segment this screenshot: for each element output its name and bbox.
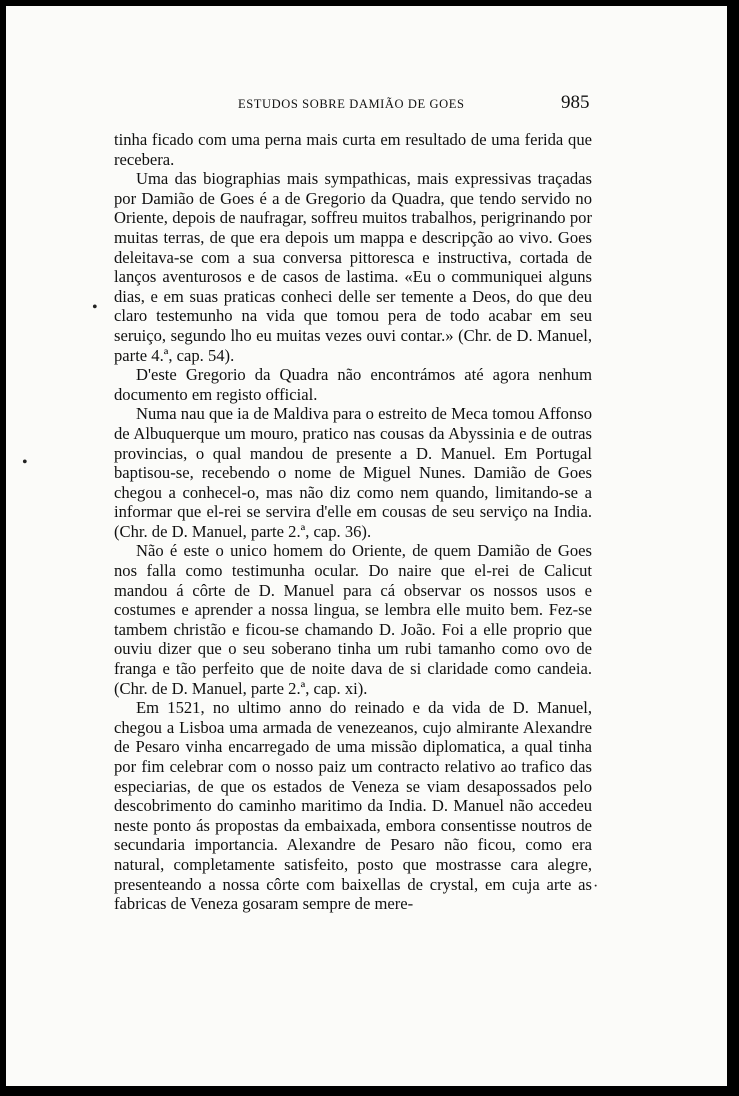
paragraph: Numa nau que ia de Maldiva para o estreito de Meca tomou Affonso de Albuquerque um mouro, pratico nas cousas da Abyssinia e de outras provincias, o qual mandou de presente a D. Manuel. Em Portugal baptisou-se, recebendo o nome de Miguel Nunes. Damião de Goes chegou a conhecel-o, mas não diz como nem quando, limitando-se a informar que el-rei se servira d'elle em cousas de seu serviço na India. (Chr. de D. Manuel, parte 2.ª, cap. 36). [114, 404, 592, 541]
page-header [6, 92, 727, 116]
running-title: ESTUDOS SOBRE DAMIÃO DE GOES [238, 97, 465, 111]
paragraph: Não é este o unico homem do Oriente, de quem Damião de Goes nos falla como testimunha ocular. Do naire que el-rei de Calicut mandou á côrte de D. Manuel para cá observar os nossos usos e costumes e aprender a nossa lingua, se lembra elle muito bem. Fez-se tambem christão e ficou-se chamando D. João. Foi a elle proprio que ouviu dizer que o seu soberano tinha um rubi tamanho como ovo de franga e tão perfeito que de noite dava de si claridade como candeia. (Chr. de D. Manuel, parte 2.ª, cap. xi). [114, 541, 592, 698]
paragraph: tinha ficado com uma perna mais curta em resultado de uma ferida que recebera. [114, 130, 592, 169]
paragraph: Uma das biographias mais sympathicas, mais expressivas traçadas por Damião de Goes é a de Gregorio da Quadra, que tendo servido no Oriente, depois de naufragar, soffreu muitos trabalhos, perigrinando por muitas terras, de que era depois um mappa e descripção ao vivo. Goes deleitava-se com a sua conversa pittoresca e instructiva, cortada de lanços aventurosos e de casos de lastima. «Eu o communiquei alguns dias, e em suas praticas conheci delle ser temente a Deos, do que deu claro testemunho na vida que tomou pera de todo acabar em seu seruiço, segundo lho eu muitas vezes ouvi contar.» (Chr. de D. Manuel, parte 4.ª, cap. 54). [114, 169, 592, 365]
margin-dot: • [92, 299, 98, 316]
margin-dot: · [593, 878, 599, 895]
paragraph: Em 1521, no ultimo anno do reinado e da vida de D. Manuel, chegou a Lisboa uma armada de venezeanos, cujo almirante Alexandre de Pesaro vinha encarregado de uma missão diplomatica, a qual tinha por fim celebrar com o nosso paiz um contracto relativo ao trafico das especiarias, de que os estados de Veneza se viam desapossados pelo descobrimento do caminho maritimo da India. D. Manuel não accedeu neste ponto ás propostas da embaixada, embora consentisse noutros de secundaria importancia. Alexandre de Pesaro não ficou, como era natural, completamente satisfeito, posto que mostrasse cara alegre, presenteando a nossa côrte com baixellas de crystal, em cuja arte as fabricas de Veneza gosaram sempre de mere- [114, 698, 592, 914]
body-text [114, 130, 592, 914]
page-number: 985 [561, 92, 590, 113]
margin-dot: • [22, 454, 28, 471]
paragraph: D'este Gregorio da Quadra não encontrámos até agora nenhum documento em registo official. [114, 365, 592, 404]
book-page [6, 6, 727, 1086]
